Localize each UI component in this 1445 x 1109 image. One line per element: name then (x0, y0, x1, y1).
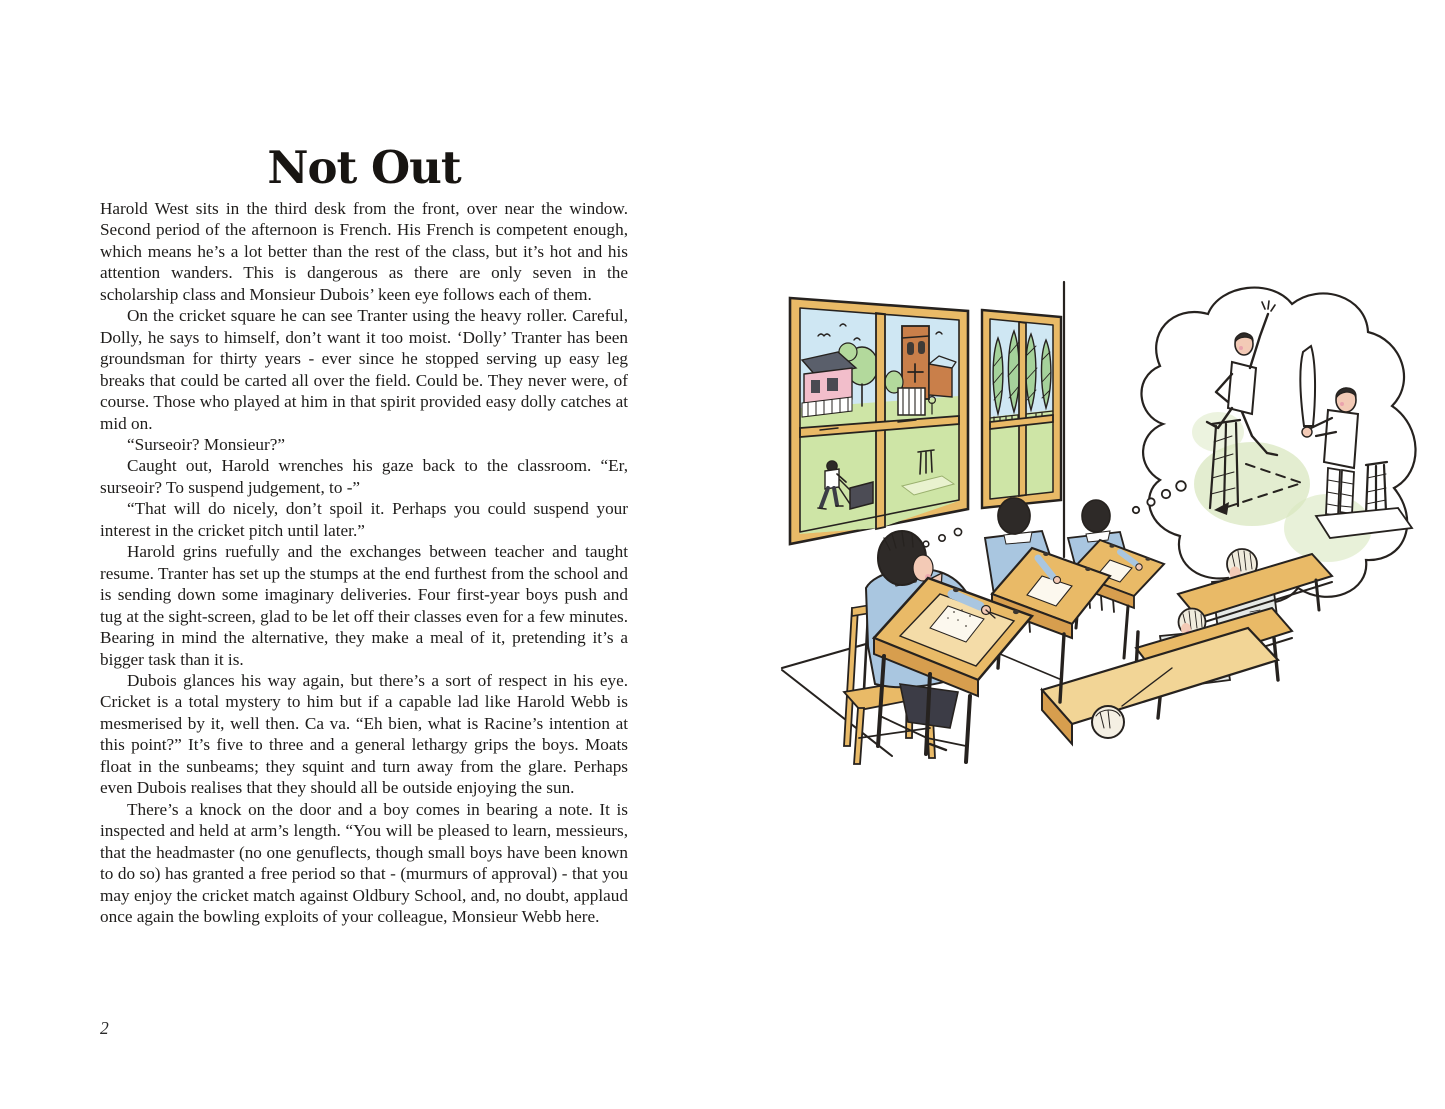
right-window (982, 310, 1061, 508)
body-text (100, 198, 628, 927)
classroom-illustration (780, 276, 1424, 768)
daydream-dots (923, 528, 961, 546)
paragraph: There’s a knock on the door and a boy comes in bearing a note. It is inspected and held at arm’s length. “You will be pleased to learn, messieurs, that the headmaster (no one genuflects, though small boys have been known to do so) has granted a free period so that - (murmurs of approval) - that you may enjoy the cricket match against Oldbury School, and, no doubt, applaud once again the bowling exploits of your colleague, Monsieur Webb here. (100, 799, 628, 926)
paragraph: On the cricket square he can see Tranter using the heavy roller. Careful, Dolly, he says to himself, don’t want it too moist. ‘Dolly’ Tranter has been groundsman for thirty years - ever since he stopped serving up easy leg breaks that could be carted all over the field. Could be. They never were, of course. Those who played at him in that spirit provided easy dolly catches at mid on. (100, 306, 628, 433)
paragraph: “Surseoir? Monsieur?” (127, 434, 285, 454)
paragraph: Caught out, Harold wrenches his gaze back to the classroom. “Er, surseoir? To suspend judgement, to -” (100, 456, 628, 497)
left-window (790, 298, 968, 544)
paragraph: Harold grins ruefully and the exchanges between teacher and taught resume. Tranter has set up the stumps at the end furthest from the school and is sending down some imaginary deliveries. Four first-year boys push and tug at the sight-screen, glad to be let off their classes even for a few minutes. Bearing in mind the alternative, they make a meal of it, pretending it’s a bigger task than it is. (100, 542, 628, 669)
thought-bubble (1133, 288, 1416, 603)
page-number: 2 (100, 1018, 109, 1038)
paragraph: Dubois glances his way again, but there’s a sort of respect in his eye. Cricket is a total mystery to him but if a capable lad like Harold Webb is mesmerised by it, well then. Ca va. “Eh bien, what is Racine’s intention at this point?” It’s five to three and a general lethargy grips the boys. Moats float in the sunbeams; they squint and turn away from the glare. Perhaps even Dubois realises that they should all be outside enjoying the sun. (100, 670, 628, 798)
pavilion-pane (800, 308, 880, 442)
paragraph: “That will do nicely, don’t spoil it. Perhaps you could suspend your interest in the cricket pitch until later.” (100, 499, 628, 540)
paragraph: Harold West sits in the third desk from the front, over near the window. Second period of the afternoon is French. His French is competent enough, which means he’s a lot better than the rest of the class, but it’s hot and his attention wanders. This is dangerous as there are only seven in the scholarship class and Monsieur Dubois’ keen eye follows each of them. (100, 199, 628, 304)
chapter-title: Not Out (267, 141, 461, 195)
